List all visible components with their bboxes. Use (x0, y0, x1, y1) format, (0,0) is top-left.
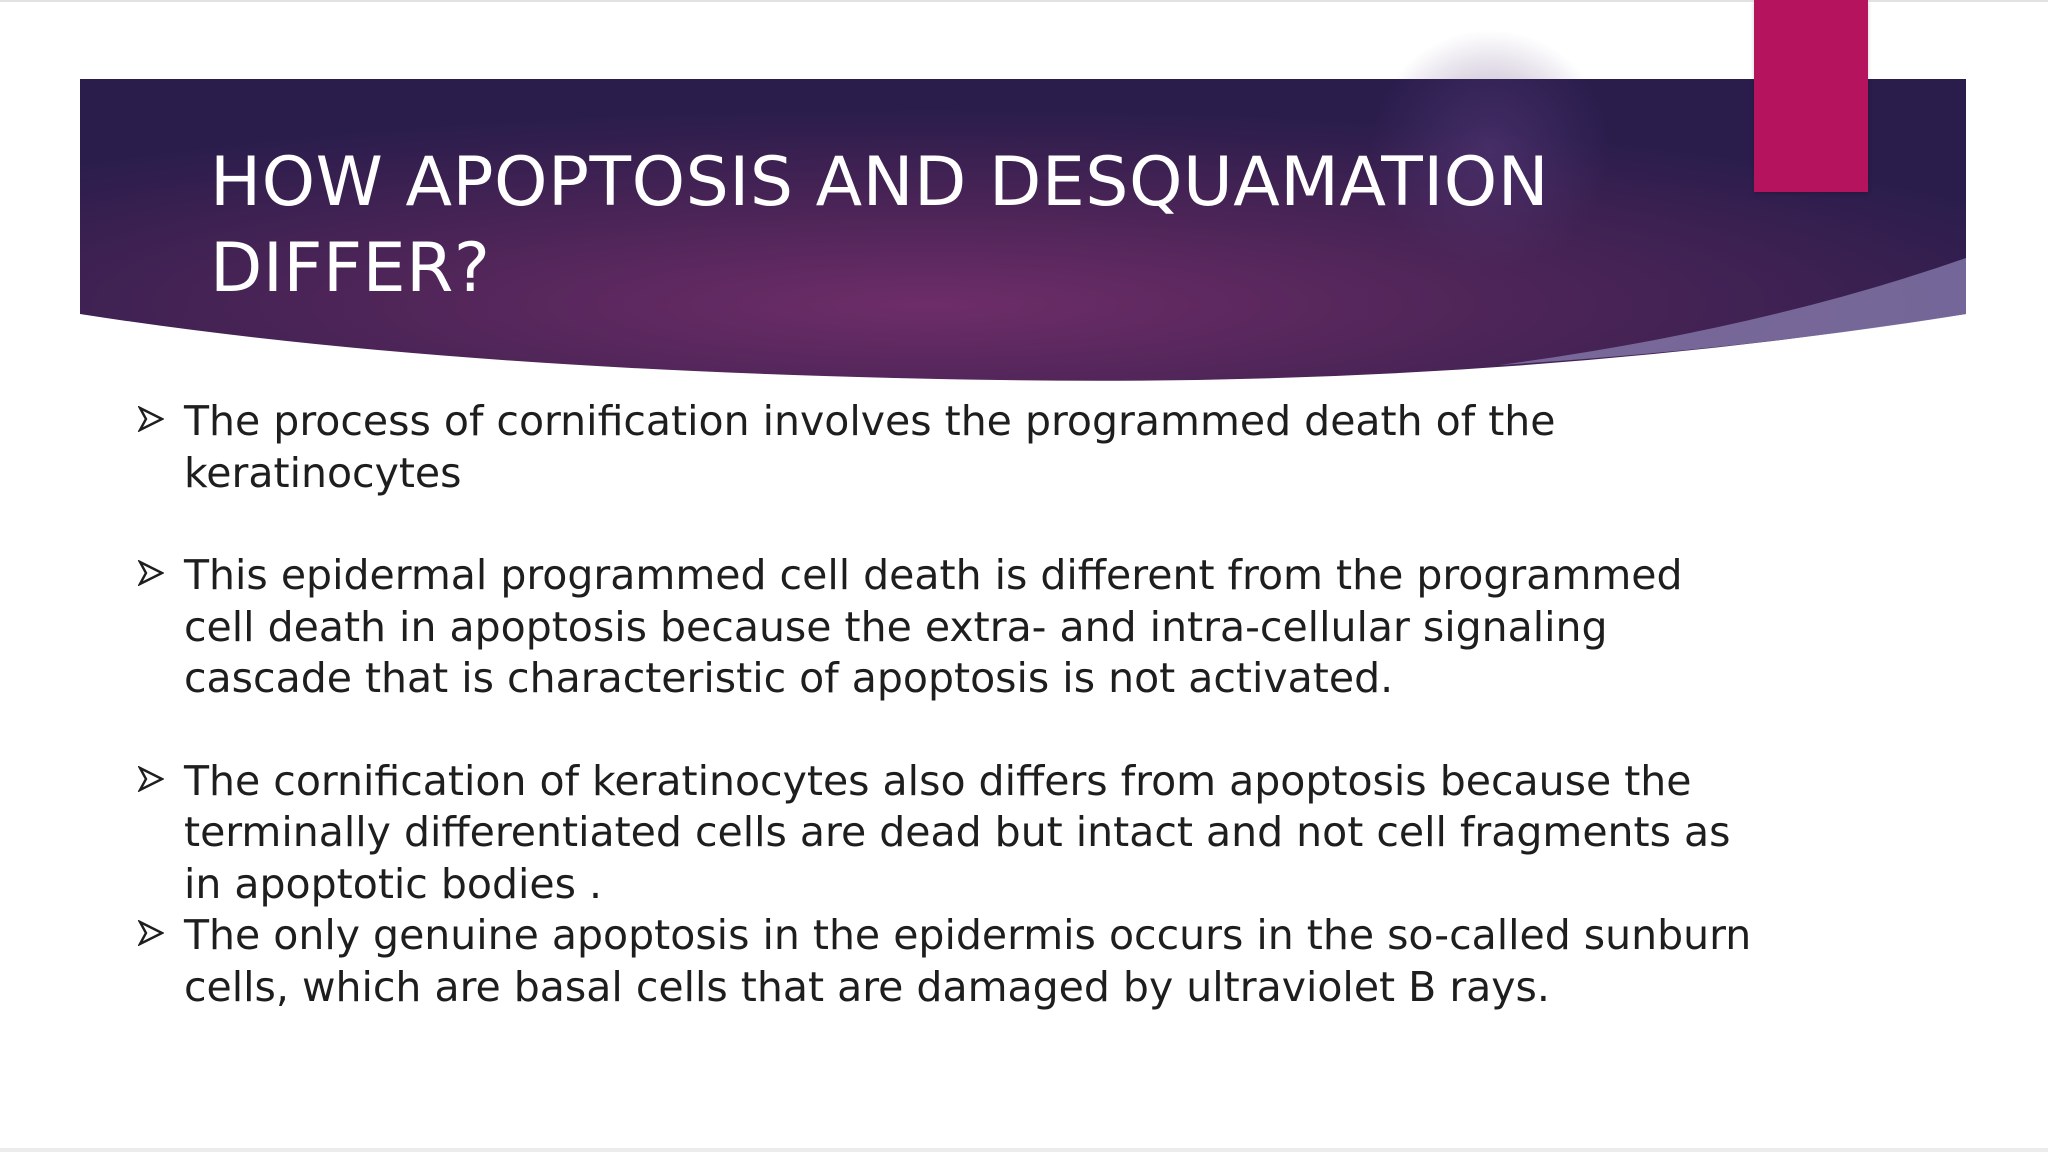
arrowhead-bullet-icon (138, 920, 164, 946)
bullet-line: cascade that is characteristic of apoptosis is not activated. (184, 654, 1394, 702)
bullet-item (130, 756, 1770, 911)
bullet-line: The process of cornification involves the programmed death of the (184, 397, 1556, 445)
bullet-line: The cornification of keratinocytes also differs from apoptosis because the (184, 756, 1692, 805)
bottom-divider (0, 1148, 2048, 1152)
arrowhead-bullet-icon (138, 560, 164, 586)
bullet-line: keratinocytes (184, 448, 462, 497)
title-line-2: DIFFER? (210, 229, 491, 308)
bullet-line: This epidermal programmed cell death is different from the programmed (184, 551, 1683, 599)
slide-title (210, 140, 1630, 312)
bullet-list (130, 396, 1770, 1013)
accent-tab (1754, 0, 1868, 192)
arrowhead-bullet-icon (138, 766, 164, 792)
bullet-line: The only genuine apoptosis in the epidermis occurs in the so-called sunburn (184, 911, 1752, 959)
bullet-line: in apoptotic bodies . (184, 859, 603, 908)
bullet-item (130, 396, 1770, 499)
bullet-line: cell death in apoptosis because the extra- and intra-cellular signaling (184, 602, 1608, 651)
arrowhead-bullet-icon (138, 406, 164, 432)
bullet-item (130, 910, 1770, 1013)
title-line-1: HOW APOPTOSIS AND DESQUAMATION (210, 143, 1550, 222)
bullet-item (130, 550, 1770, 705)
bullet-line: terminally differentiated cells are dead but intact and not cell fragments as (184, 808, 1731, 856)
bullet-line: cells, which are basal cells that are damaged by ultraviolet B rays. (184, 962, 1550, 1011)
